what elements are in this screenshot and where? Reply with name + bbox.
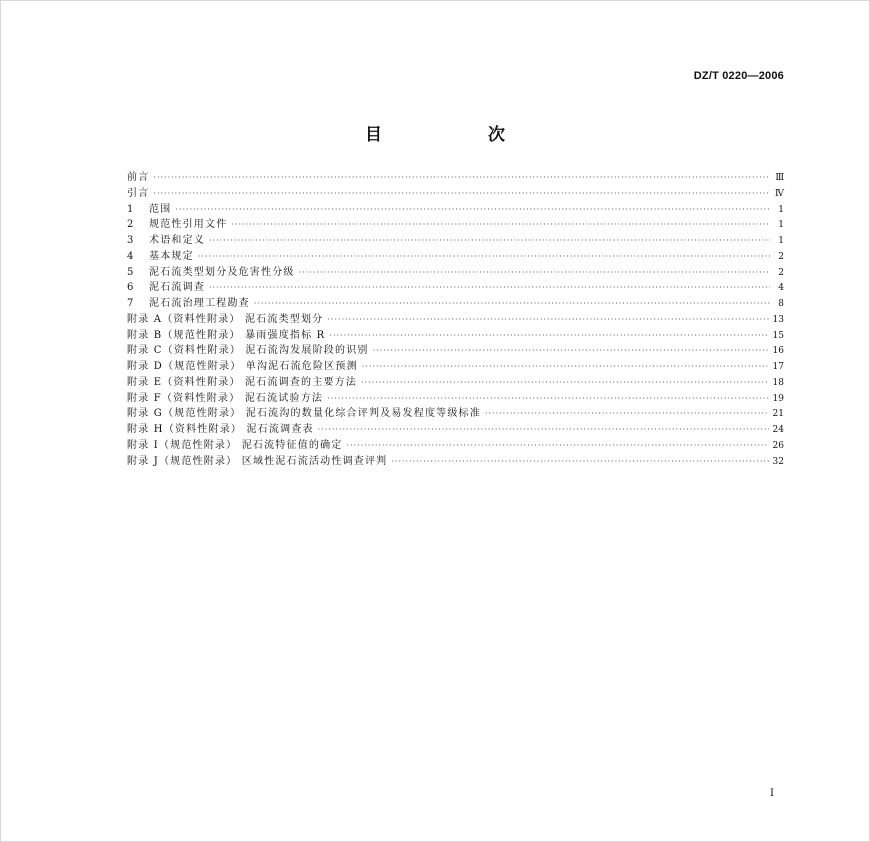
toc-entry[interactable] xyxy=(127,343,784,359)
toc-entry-page: 1 xyxy=(778,236,784,246)
toc-entry-label: 附录 A（资料性附录） 泥石流类型划分 xyxy=(127,313,324,325)
toc-entry-label: 规范性引用文件 xyxy=(149,219,228,231)
toc-leader-dots xyxy=(175,202,770,218)
toc-entry-page: 18 xyxy=(772,377,784,388)
toc-entry[interactable] xyxy=(127,296,784,312)
toc-entry-page: 32 xyxy=(772,456,784,467)
toc-entry[interactable] xyxy=(127,233,784,249)
toc-entry[interactable] xyxy=(127,265,784,281)
toc-entry-page: 8 xyxy=(778,299,784,309)
toc-entry-label: 附录 I（规范性附录） 泥石流特征值的确定 xyxy=(127,439,343,451)
toc-entry-page: 17 xyxy=(772,362,784,372)
standard-number: DZ/T 0220—2006 xyxy=(693,70,784,82)
toc-entry-page: 1 xyxy=(778,204,784,215)
toc-leader-dots xyxy=(329,328,768,344)
toc-entry-label: 范围 xyxy=(149,203,172,215)
toc-entry-label: 附录 H（资料性附录） 泥石流调查表 xyxy=(127,424,314,435)
toc-entry[interactable] xyxy=(127,280,784,296)
toc-entry-label: 附录 E（资料性附录） 泥石流调查的主要方法 xyxy=(127,376,358,388)
toc-entry[interactable] xyxy=(127,249,784,265)
toc-entry[interactable] xyxy=(127,312,784,328)
toc-entry-page: Ⅲ xyxy=(775,173,784,183)
toc-entry-number: 4 xyxy=(127,250,134,262)
toc-entry-number: 6 xyxy=(127,282,134,294)
toc-entry-number: 1 xyxy=(127,203,134,215)
toc-entry-label: 泥石流治理工程勘查 xyxy=(149,298,250,309)
toc-entry[interactable] xyxy=(127,170,784,186)
toc-entry-page: 1 xyxy=(778,220,784,231)
toc-entry-label: 附录 G（规范性附录） 泥石流沟的数量化综合评判及易发程度等级标准 xyxy=(127,408,481,420)
toc-leader-dots xyxy=(198,249,770,265)
toc-entry-page: 19 xyxy=(772,393,784,404)
toc-entry-label: 附录 J（规范性附录） 区域性泥石流活动性调查评判 xyxy=(127,455,388,467)
toc-leader-dots xyxy=(391,454,768,470)
toc-entry-label: 附录 D（规范性附录） 单沟泥石流危险区预测 xyxy=(127,361,358,372)
toc-entry-page: 2 xyxy=(778,267,784,278)
toc-entry[interactable] xyxy=(127,359,784,375)
toc-leader-dots xyxy=(318,422,769,438)
toc-entry-label: 泥石流类型划分及危害性分级 xyxy=(149,266,295,278)
toc-leader-dots xyxy=(327,312,768,328)
toc-entry-number: 3 xyxy=(127,235,134,246)
toc-entry-label: 基本规定 xyxy=(149,250,194,262)
toc-entry[interactable] xyxy=(127,328,784,344)
toc-leader-dots xyxy=(231,217,770,233)
toc-leader-dots xyxy=(153,170,770,186)
toc-leader-dots xyxy=(209,233,770,249)
toc-entry[interactable] xyxy=(127,454,784,470)
toc-entry-page: 4 xyxy=(778,283,784,294)
toc-entry-label: 附录 C（资料性附录） 泥石流沟发展阶段的识别 xyxy=(127,345,369,357)
toc-leader-dots xyxy=(373,343,769,359)
toc-entry-label: 泥石流调查 xyxy=(149,282,205,294)
toc-entry-label: 附录 B（规范性附录） 暴雨强度指标 R xyxy=(127,329,326,341)
toc-leader-dots xyxy=(485,406,769,422)
toc-leader-dots xyxy=(362,359,769,375)
toc-entry[interactable] xyxy=(127,438,784,454)
toc-entry[interactable] xyxy=(127,406,784,422)
toc-entry-page: Ⅳ xyxy=(775,188,784,199)
toc-entry[interactable] xyxy=(127,186,784,202)
toc-leader-dots xyxy=(153,186,770,202)
toc-entry-page: 21 xyxy=(772,409,784,420)
toc-entry-number: 5 xyxy=(127,266,134,278)
toc-leader-dots xyxy=(347,438,769,454)
toc-leader-dots xyxy=(209,280,770,296)
page-number: I xyxy=(770,788,774,799)
toc-entry-label: 前言 xyxy=(127,172,150,183)
toc-entry-label: 附录 F（资料性附录） 泥石流试验方法 xyxy=(127,392,324,404)
toc-entry-number: 2 xyxy=(127,219,134,231)
toc-entry-page: 16 xyxy=(772,346,784,357)
toc-entry-page: 13 xyxy=(772,314,784,325)
toc-entry-label: 引言 xyxy=(127,187,150,199)
toc-leader-dots xyxy=(361,375,768,391)
toc-leader-dots xyxy=(327,391,768,407)
toc-leader-dots xyxy=(299,265,770,281)
toc-leader-dots xyxy=(254,296,770,312)
toc-entry-page: 15 xyxy=(772,330,784,341)
table-of-contents xyxy=(127,170,784,469)
toc-entry-label: 术语和定义 xyxy=(149,235,205,246)
toc-entry[interactable] xyxy=(127,202,784,218)
page-title: 目 次 xyxy=(365,125,555,145)
toc-entry-page: 24 xyxy=(772,425,784,435)
toc-entry[interactable] xyxy=(127,391,784,407)
toc-entry[interactable] xyxy=(127,422,784,438)
toc-entry[interactable] xyxy=(127,375,784,391)
toc-entry-number: 7 xyxy=(127,298,134,309)
toc-entry[interactable] xyxy=(127,217,784,233)
toc-entry-page: 26 xyxy=(772,440,784,451)
toc-entry-page: 2 xyxy=(778,251,784,262)
